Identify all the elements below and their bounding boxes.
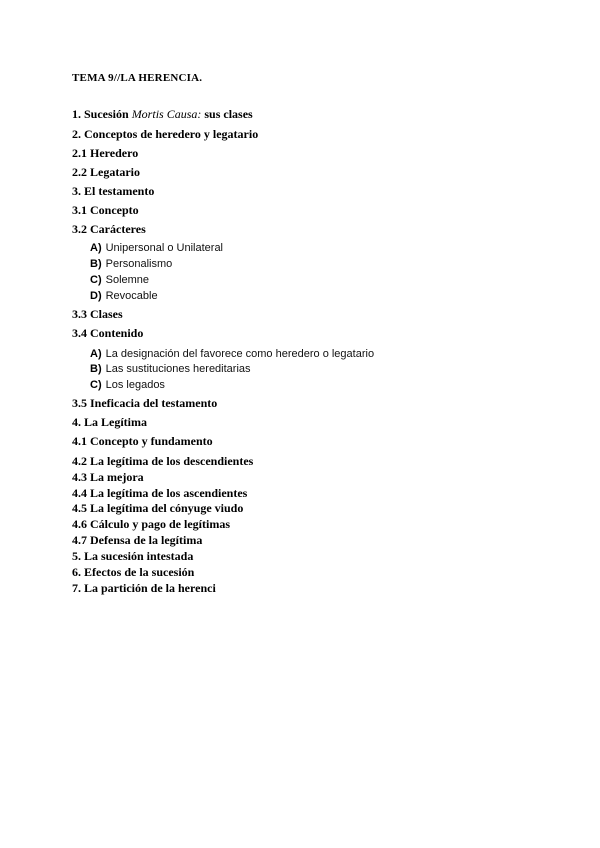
- contenido-item: [90, 346, 374, 361]
- heading-item-4: 4. La Legítima: [72, 415, 147, 429]
- caracteres-text: Unipersonal o Unilateral: [105, 242, 224, 254]
- contenido-text: La designación del favorece como heredero o legatario: [105, 348, 375, 360]
- heading-item-4-4: 4.4 La legítima de los ascendientes: [72, 486, 248, 500]
- heading-item-2-1: 2.1 Heredero: [72, 146, 139, 160]
- heading-item-7: 7. La partición de la herenci: [72, 581, 216, 595]
- contenido-label: B): [90, 363, 102, 375]
- contenido-text: Las sustituciones hereditarias: [105, 363, 251, 375]
- heading-item-3-3: 3.3 Clases: [72, 307, 123, 321]
- item-1-rest: sus clases: [204, 107, 253, 121]
- heading-item-4-3: 4.3 La mejora: [72, 470, 144, 484]
- heading-item-5: 5. La sucesión intestada: [72, 549, 194, 563]
- document-title: TEMA 9//LA HERENCIA.: [72, 72, 203, 84]
- heading-item-4-2: 4.2 La legítima de los descendientes: [72, 454, 254, 468]
- heading-item-2-2: 2.2 Legatario: [72, 165, 140, 179]
- caracteres-item: [90, 256, 172, 271]
- heading-item-1: [72, 107, 253, 121]
- heading-item-3-1: 3.1 Concepto: [72, 203, 139, 217]
- heading-item-3-4: 3.4 Contenido: [72, 326, 144, 340]
- caracteres-label: D): [90, 290, 102, 302]
- heading-item-3-5: 3.5 Ineficacia del testamento: [72, 396, 218, 410]
- caracteres-text: Solemne: [105, 274, 150, 286]
- caracteres-item: [90, 240, 223, 255]
- heading-item-3: 3. El testamento: [72, 184, 155, 198]
- heading-item-4-5: 4.5 La legítima del cónyuge viudo: [72, 501, 244, 515]
- heading-item-6: 6. Efectos de la sucesión: [72, 565, 195, 579]
- heading-item-3-2: 3.2 Carácteres: [72, 222, 146, 236]
- contenido-text: Los legados: [105, 379, 165, 391]
- caracteres-text: Personalismo: [105, 258, 173, 270]
- contenido-item: [90, 361, 251, 376]
- caracteres-label: B): [90, 258, 102, 270]
- contenido-label: C): [90, 379, 102, 391]
- caracteres-text: Revocable: [105, 290, 158, 302]
- caracteres-item: [90, 272, 149, 287]
- heading-item-4-7: 4.7 Defensa de la legítima: [72, 533, 203, 547]
- caracteres-label: C): [90, 274, 102, 286]
- contenido-item: [90, 377, 165, 392]
- caracteres-item: [90, 288, 158, 303]
- contenido-label: A): [90, 348, 102, 360]
- item-1-italic: Mortis Causa:: [131, 107, 202, 121]
- heading-item-4-6: 4.6 Cálculo y pago de legítimas: [72, 517, 230, 531]
- caracteres-label: A): [90, 242, 102, 254]
- item-1-number: 1. Sucesión: [72, 107, 129, 121]
- heading-item-2: 2. Conceptos de heredero y legatario: [72, 127, 259, 141]
- heading-item-4-1: 4.1 Concepto y fundamento: [72, 434, 213, 448]
